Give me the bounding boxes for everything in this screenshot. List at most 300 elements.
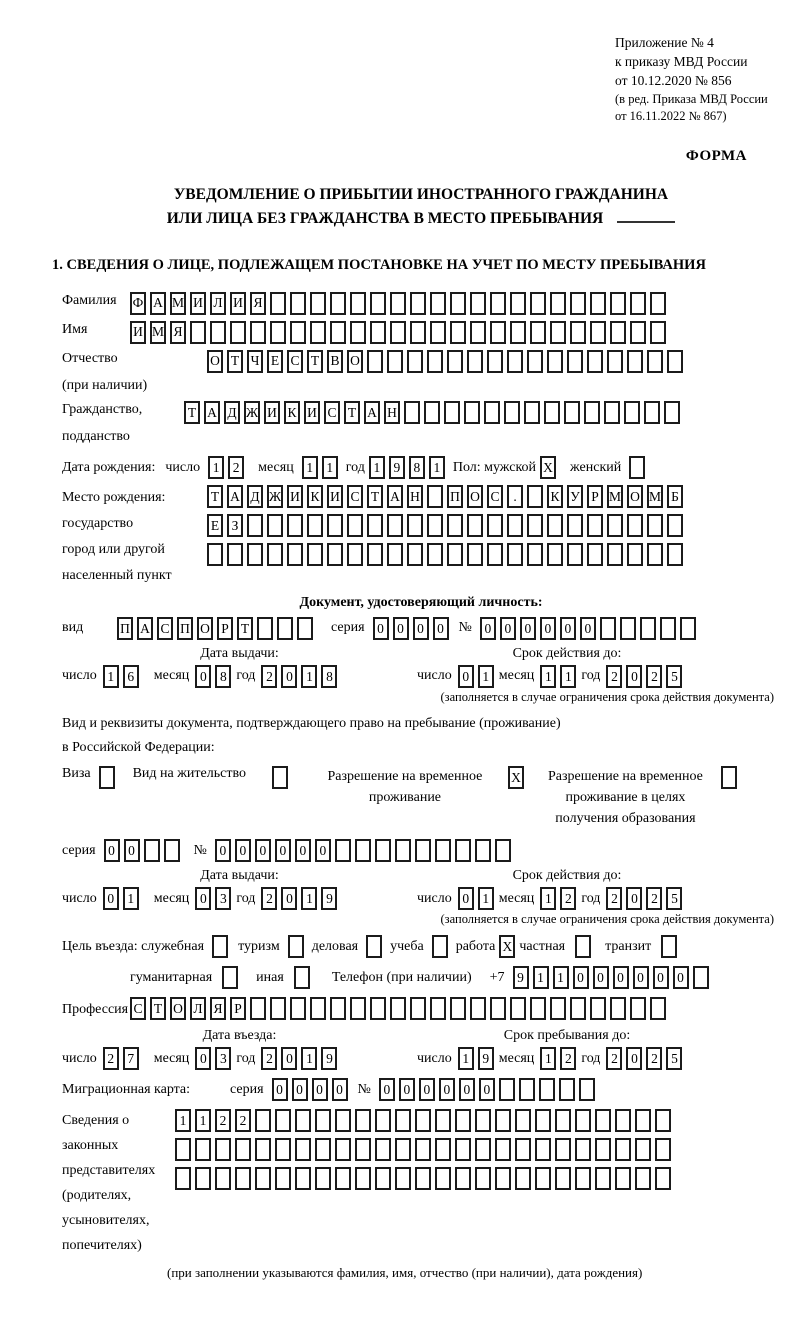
form-cell[interactable] (490, 321, 506, 344)
form-cell[interactable] (275, 1109, 291, 1132)
form-cell[interactable] (375, 1167, 391, 1190)
form-cell[interactable] (650, 292, 666, 315)
form-cell[interactable] (427, 514, 443, 537)
form-cell[interactable] (595, 1167, 611, 1190)
form-cell[interactable]: 1 (302, 456, 318, 479)
purpose-study-checkbox[interactable] (432, 935, 448, 958)
form-cell[interactable] (415, 839, 431, 862)
form-cell[interactable] (475, 1167, 491, 1190)
purpose-humanitarian-checkbox[interactable] (222, 966, 238, 989)
form-cell[interactable]: Б (667, 485, 683, 508)
form-cell[interactable] (475, 839, 491, 862)
form-cell[interactable] (175, 1167, 191, 1190)
form-cell[interactable] (610, 292, 626, 315)
form-cell[interactable] (527, 514, 543, 537)
form-cell[interactable]: 0 (281, 665, 297, 688)
form-cell[interactable]: У (567, 485, 583, 508)
form-cell[interactable] (255, 1109, 271, 1132)
form-cell[interactable] (310, 321, 326, 344)
form-cell[interactable]: 1 (540, 887, 556, 910)
form-cell[interactable] (307, 543, 323, 566)
form-cell[interactable] (607, 514, 623, 537)
form-cell[interactable] (355, 839, 371, 862)
form-cell[interactable]: 0 (458, 887, 474, 910)
form-cell[interactable]: 0 (332, 1078, 348, 1101)
form-cell[interactable] (367, 514, 383, 537)
form-cell[interactable]: 1 (301, 665, 317, 688)
form-cell[interactable] (267, 543, 283, 566)
form-cell[interactable]: 2 (235, 1109, 251, 1132)
form-cell[interactable]: 0 (295, 839, 311, 862)
form-cell[interactable]: 0 (255, 839, 271, 862)
form-cell[interactable] (230, 321, 246, 344)
form-cell[interactable] (475, 1138, 491, 1161)
form-cell[interactable] (435, 1167, 451, 1190)
form-cell[interactable]: П (447, 485, 463, 508)
form-cell[interactable] (390, 997, 406, 1020)
form-cell[interactable] (559, 1078, 575, 1101)
form-cell[interactable] (287, 543, 303, 566)
form-cell[interactable]: 2 (646, 887, 662, 910)
form-cell[interactable]: М (647, 485, 663, 508)
form-cell[interactable]: 1 (553, 966, 569, 989)
form-cell[interactable] (277, 617, 293, 640)
form-cell[interactable]: И (190, 292, 206, 315)
form-cell[interactable]: К (547, 485, 563, 508)
form-cell[interactable] (430, 292, 446, 315)
form-cell[interactable] (407, 514, 423, 537)
form-cell[interactable] (327, 514, 343, 537)
form-cell[interactable] (655, 1167, 671, 1190)
form-cell[interactable] (587, 514, 603, 537)
form-cell[interactable] (564, 401, 580, 424)
form-cell[interactable] (430, 997, 446, 1020)
form-cell[interactable] (550, 997, 566, 1020)
form-cell[interactable]: 0 (281, 887, 297, 910)
form-cell[interactable] (530, 292, 546, 315)
form-cell[interactable] (367, 350, 383, 373)
form-cell[interactable] (607, 350, 623, 373)
form-cell[interactable] (210, 321, 226, 344)
form-cell[interactable] (515, 1138, 531, 1161)
form-cell[interactable]: 0 (626, 887, 642, 910)
form-cell[interactable]: 0 (413, 617, 429, 640)
form-cell[interactable]: К (307, 485, 323, 508)
form-cell[interactable]: 0 (195, 887, 211, 910)
form-cell[interactable] (650, 997, 666, 1020)
form-cell[interactable]: 1 (560, 665, 576, 688)
form-cell[interactable]: О (197, 617, 213, 640)
form-cell[interactable] (315, 1138, 331, 1161)
form-cell[interactable]: А (364, 401, 380, 424)
form-cell[interactable] (290, 321, 306, 344)
form-cell[interactable]: 0 (195, 665, 211, 688)
form-cell[interactable]: 5 (666, 665, 682, 688)
form-cell[interactable] (524, 401, 540, 424)
form-cell[interactable] (450, 292, 466, 315)
form-cell[interactable]: 2 (215, 1109, 231, 1132)
form-cell[interactable]: 0 (379, 1078, 395, 1101)
form-cell[interactable]: 8 (321, 665, 337, 688)
form-cell[interactable]: С (130, 997, 146, 1020)
form-cell[interactable] (630, 997, 646, 1020)
form-cell[interactable] (215, 1167, 231, 1190)
form-cell[interactable] (590, 321, 606, 344)
form-cell[interactable] (335, 1167, 351, 1190)
form-cell[interactable]: Ч (247, 350, 263, 373)
form-cell[interactable]: Я (210, 997, 226, 1020)
form-cell[interactable]: 5 (666, 1047, 682, 1070)
form-cell[interactable]: 0 (633, 966, 649, 989)
form-cell[interactable] (447, 514, 463, 537)
form-cell[interactable]: 0 (653, 966, 669, 989)
form-cell[interactable] (355, 1138, 371, 1161)
form-cell[interactable] (395, 839, 411, 862)
form-cell[interactable]: Я (250, 292, 266, 315)
form-cell[interactable] (655, 1138, 671, 1161)
form-cell[interactable] (390, 292, 406, 315)
form-cell[interactable] (335, 1138, 351, 1161)
form-cell[interactable] (235, 1167, 251, 1190)
form-cell[interactable] (450, 997, 466, 1020)
form-cell[interactable]: С (157, 617, 173, 640)
form-cell[interactable]: П (117, 617, 133, 640)
form-cell[interactable] (327, 543, 343, 566)
form-cell[interactable] (550, 292, 566, 315)
form-cell[interactable]: 1 (103, 665, 119, 688)
form-cell[interactable]: Т (227, 350, 243, 373)
form-cell[interactable]: 2 (606, 887, 622, 910)
form-cell[interactable]: 0 (593, 966, 609, 989)
form-cell[interactable]: 2 (560, 1047, 576, 1070)
form-cell[interactable]: Н (384, 401, 400, 424)
form-cell[interactable] (307, 514, 323, 537)
form-cell[interactable] (295, 1109, 311, 1132)
form-cell[interactable]: 0 (560, 617, 576, 640)
form-cell[interactable]: 8 (409, 456, 425, 479)
form-cell[interactable]: О (627, 485, 643, 508)
form-cell[interactable] (584, 401, 600, 424)
form-cell[interactable] (547, 350, 563, 373)
form-cell[interactable]: 0 (124, 839, 140, 862)
form-cell[interactable]: 9 (513, 966, 529, 989)
form-cell[interactable] (390, 321, 406, 344)
form-cell[interactable] (510, 997, 526, 1020)
form-cell[interactable] (195, 1138, 211, 1161)
form-cell[interactable]: Т (184, 401, 200, 424)
form-cell[interactable] (375, 1138, 391, 1161)
form-cell[interactable] (310, 292, 326, 315)
form-cell[interactable] (539, 1078, 555, 1101)
form-cell[interactable]: 2 (228, 456, 244, 479)
form-cell[interactable] (355, 1167, 371, 1190)
form-cell[interactable]: С (487, 485, 503, 508)
form-cell[interactable] (467, 514, 483, 537)
form-cell[interactable]: Т (237, 617, 253, 640)
form-cell[interactable] (330, 321, 346, 344)
form-cell[interactable]: М (607, 485, 623, 508)
form-cell[interactable] (330, 292, 346, 315)
purpose-tourism-checkbox[interactable] (288, 935, 304, 958)
form-cell[interactable]: 1 (540, 1047, 556, 1070)
form-cell[interactable]: О (347, 350, 363, 373)
form-cell[interactable] (527, 485, 543, 508)
form-cell[interactable] (604, 401, 620, 424)
form-cell[interactable] (415, 1138, 431, 1161)
form-cell[interactable]: 0 (626, 665, 642, 688)
form-cell[interactable]: О (207, 350, 223, 373)
form-cell[interactable]: М (150, 321, 166, 344)
form-cell[interactable]: С (324, 401, 340, 424)
form-cell[interactable] (455, 839, 471, 862)
form-cell[interactable]: 0 (458, 665, 474, 688)
form-cell[interactable]: Д (247, 485, 263, 508)
form-cell[interactable] (447, 543, 463, 566)
form-cell[interactable] (627, 543, 643, 566)
form-cell[interactable] (527, 543, 543, 566)
form-cell[interactable]: 1 (175, 1109, 191, 1132)
form-cell[interactable]: 2 (606, 1047, 622, 1070)
form-cell[interactable] (660, 617, 676, 640)
form-cell[interactable] (495, 1138, 511, 1161)
form-cell[interactable]: 0 (540, 617, 556, 640)
form-cell[interactable] (207, 543, 223, 566)
form-cell[interactable] (257, 617, 273, 640)
form-cell[interactable] (455, 1138, 471, 1161)
form-cell[interactable]: 0 (235, 839, 251, 862)
gender-female-checkbox[interactable] (629, 456, 645, 479)
form-cell[interactable]: 2 (606, 665, 622, 688)
form-cell[interactable] (370, 321, 386, 344)
form-cell[interactable]: 1 (458, 1047, 474, 1070)
form-cell[interactable] (490, 997, 506, 1020)
form-cell[interactable] (693, 966, 709, 989)
form-cell[interactable] (335, 1109, 351, 1132)
form-cell[interactable] (644, 401, 660, 424)
form-cell[interactable] (470, 292, 486, 315)
form-cell[interactable]: 0 (433, 617, 449, 640)
form-cell[interactable] (247, 514, 263, 537)
form-cell[interactable] (647, 543, 663, 566)
form-cell[interactable]: 2 (646, 665, 662, 688)
form-cell[interactable] (467, 350, 483, 373)
form-cell[interactable]: С (287, 350, 303, 373)
form-cell[interactable] (275, 1167, 291, 1190)
form-cell[interactable]: 1 (369, 456, 385, 479)
form-cell[interactable] (215, 1138, 231, 1161)
form-cell[interactable] (455, 1109, 471, 1132)
form-cell[interactable] (544, 401, 560, 424)
form-cell[interactable] (175, 1138, 191, 1161)
form-cell[interactable] (270, 292, 286, 315)
form-cell[interactable]: 0 (315, 839, 331, 862)
form-cell[interactable] (547, 543, 563, 566)
form-cell[interactable] (407, 350, 423, 373)
form-cell[interactable] (527, 350, 543, 373)
form-cell[interactable]: 0 (480, 617, 496, 640)
form-cell[interactable] (164, 839, 180, 862)
form-cell[interactable] (347, 543, 363, 566)
form-cell[interactable]: 2 (261, 887, 277, 910)
form-cell[interactable]: 0 (573, 966, 589, 989)
form-cell[interactable]: 0 (479, 1078, 495, 1101)
form-cell[interactable] (484, 401, 500, 424)
form-cell[interactable] (435, 839, 451, 862)
form-cell[interactable]: 7 (123, 1047, 139, 1070)
form-cell[interactable]: Л (210, 292, 226, 315)
form-cell[interactable] (567, 543, 583, 566)
form-cell[interactable]: 0 (580, 617, 596, 640)
form-cell[interactable] (555, 1138, 571, 1161)
form-cell[interactable] (507, 543, 523, 566)
form-cell[interactable]: Ф (130, 292, 146, 315)
form-cell[interactable] (595, 1138, 611, 1161)
form-cell[interactable]: З (227, 514, 243, 537)
form-cell[interactable] (267, 514, 283, 537)
form-cell[interactable] (507, 350, 523, 373)
form-cell[interactable] (415, 1167, 431, 1190)
form-cell[interactable] (430, 321, 446, 344)
form-cell[interactable] (627, 350, 643, 373)
form-cell[interactable] (447, 350, 463, 373)
form-cell[interactable]: 9 (321, 887, 337, 910)
form-cell[interactable]: А (227, 485, 243, 508)
form-cell[interactable] (144, 839, 160, 862)
form-cell[interactable]: 1 (429, 456, 445, 479)
form-cell[interactable] (475, 1109, 491, 1132)
form-cell[interactable] (680, 617, 696, 640)
form-cell[interactable]: 1 (533, 966, 549, 989)
form-cell[interactable] (407, 543, 423, 566)
form-cell[interactable] (315, 1167, 331, 1190)
form-cell[interactable] (555, 1109, 571, 1132)
form-cell[interactable] (310, 997, 326, 1020)
form-cell[interactable] (375, 1109, 391, 1132)
form-cell[interactable]: Р (230, 997, 246, 1020)
form-cell[interactable]: Т (150, 997, 166, 1020)
form-cell[interactable]: П (177, 617, 193, 640)
form-cell[interactable]: И (304, 401, 320, 424)
form-cell[interactable] (387, 350, 403, 373)
form-cell[interactable] (295, 1167, 311, 1190)
form-cell[interactable]: 2 (103, 1047, 119, 1070)
form-cell[interactable]: 0 (520, 617, 536, 640)
form-cell[interactable] (297, 617, 313, 640)
form-cell[interactable]: 8 (215, 665, 231, 688)
form-cell[interactable]: 0 (399, 1078, 415, 1101)
form-cell[interactable] (315, 1109, 331, 1132)
form-cell[interactable]: И (327, 485, 343, 508)
form-cell[interactable]: И (130, 321, 146, 344)
form-cell[interactable] (575, 1167, 591, 1190)
form-cell[interactable] (270, 997, 286, 1020)
form-cell[interactable] (287, 514, 303, 537)
form-cell[interactable]: 0 (103, 887, 119, 910)
form-cell[interactable] (495, 1167, 511, 1190)
form-cell[interactable] (435, 1109, 451, 1132)
form-cell[interactable]: Е (267, 350, 283, 373)
form-cell[interactable] (630, 292, 646, 315)
form-cell[interactable] (410, 997, 426, 1020)
form-cell[interactable]: Р (587, 485, 603, 508)
form-cell[interactable] (404, 401, 420, 424)
form-cell[interactable]: 0 (312, 1078, 328, 1101)
form-cell[interactable]: С (347, 485, 363, 508)
form-cell[interactable] (535, 1138, 551, 1161)
form-cell[interactable] (647, 514, 663, 537)
form-cell[interactable] (575, 1138, 591, 1161)
form-cell[interactable] (640, 617, 656, 640)
form-cell[interactable]: Н (407, 485, 423, 508)
form-cell[interactable]: И (287, 485, 303, 508)
form-cell[interactable] (587, 543, 603, 566)
form-cell[interactable] (195, 1167, 211, 1190)
form-cell[interactable]: . (507, 485, 523, 508)
form-cell[interactable]: Ж (267, 485, 283, 508)
form-cell[interactable] (615, 1138, 631, 1161)
form-cell[interactable] (535, 1109, 551, 1132)
form-cell[interactable]: О (170, 997, 186, 1020)
form-cell[interactable]: 9 (389, 456, 405, 479)
form-cell[interactable] (490, 292, 506, 315)
form-cell[interactable] (435, 1138, 451, 1161)
form-cell[interactable] (487, 350, 503, 373)
form-cell[interactable]: 9 (478, 1047, 494, 1070)
form-cell[interactable] (450, 321, 466, 344)
form-cell[interactable]: Р (217, 617, 233, 640)
form-cell[interactable] (624, 401, 640, 424)
form-cell[interactable] (530, 321, 546, 344)
form-cell[interactable] (350, 321, 366, 344)
purpose-private-checkbox[interactable] (575, 935, 591, 958)
form-cell[interactable] (370, 997, 386, 1020)
form-cell[interactable] (504, 401, 520, 424)
form-cell[interactable]: 1 (478, 887, 494, 910)
form-cell[interactable] (620, 617, 636, 640)
form-cell[interactable] (275, 1138, 291, 1161)
form-cell[interactable]: Т (207, 485, 223, 508)
form-cell[interactable] (227, 543, 243, 566)
form-cell[interactable]: 1 (208, 456, 224, 479)
form-cell[interactable] (607, 543, 623, 566)
form-cell[interactable] (330, 997, 346, 1020)
form-cell[interactable]: Т (367, 485, 383, 508)
temp-residence-edu-checkbox[interactable] (721, 766, 737, 789)
form-cell[interactable]: Л (190, 997, 206, 1020)
form-cell[interactable] (427, 485, 443, 508)
form-cell[interactable] (519, 1078, 535, 1101)
form-cell[interactable]: А (150, 292, 166, 315)
form-cell[interactable] (247, 543, 263, 566)
residence-permit-checkbox[interactable] (272, 766, 288, 789)
form-cell[interactable] (590, 292, 606, 315)
form-cell[interactable]: 0 (673, 966, 689, 989)
form-cell[interactable]: Ж (244, 401, 260, 424)
form-cell[interactable]: Т (307, 350, 323, 373)
form-cell[interactable]: 2 (560, 887, 576, 910)
form-cell[interactable] (515, 1109, 531, 1132)
form-cell[interactable] (587, 350, 603, 373)
form-cell[interactable] (655, 1109, 671, 1132)
form-cell[interactable] (627, 514, 643, 537)
form-cell[interactable] (444, 401, 460, 424)
form-cell[interactable]: И (230, 292, 246, 315)
form-cell[interactable] (235, 1138, 251, 1161)
form-cell[interactable]: К (284, 401, 300, 424)
purpose-business-checkbox[interactable] (366, 935, 382, 958)
form-cell[interactable] (579, 1078, 595, 1101)
purpose-transit-checkbox[interactable] (661, 935, 677, 958)
